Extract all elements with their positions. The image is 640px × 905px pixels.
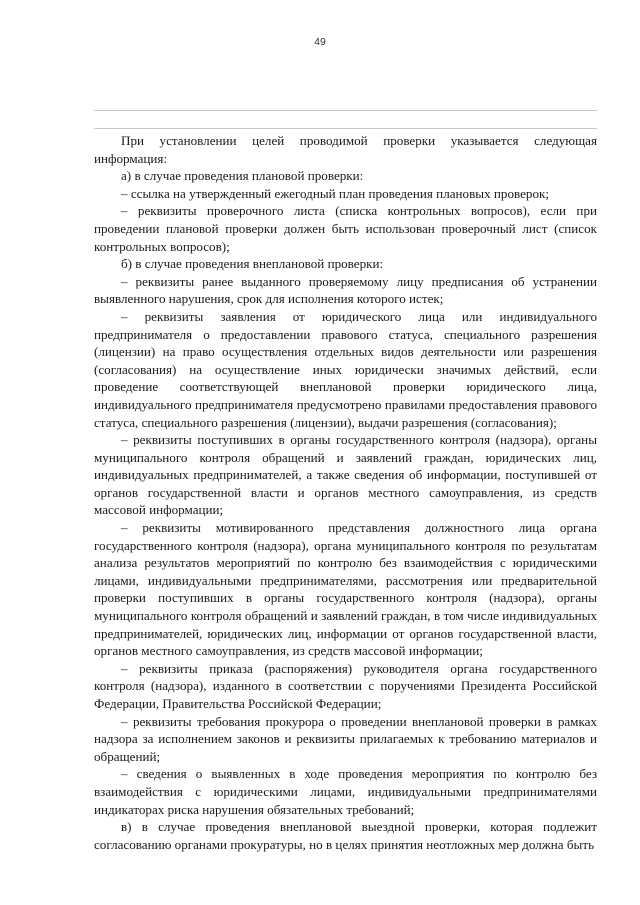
- paragraph-section-v: в) в случае проведения внеплановой выездной проверки, которая подлежит согласованию органами прокуратуры, но в целях принятия неотложных мер должна быть: [94, 819, 597, 852]
- header-divider-bottom: [94, 128, 597, 129]
- paragraph-list-item: – реквизиты проверочного листа (списка контрольных вопросов), если при проведении плановой проверки должен быть использован проверочный лист (список контрольных вопросов);: [94, 203, 597, 254]
- header-divider-top: [94, 110, 597, 111]
- document-body: [94, 132, 597, 853]
- paragraph-list-item: – реквизиты требования прокурора о проведении внеплановой проверки в рамках надзора за исполнением законов и реквизиты прилагаемых к требованию материалов и обращений;: [94, 713, 597, 764]
- page-number: 49: [314, 36, 326, 48]
- paragraph-intro: При установлении целей проводимой проверки указывается следующая информация:: [94, 133, 597, 166]
- paragraph-list-item: – реквизиты приказа (распоряжения) руководителя органа государственного контроля (надзора), изданного в соответствии с поручениями Президента Российской Федерации, Правительства Российской Федерации;: [94, 660, 597, 711]
- paragraph-list-item: – реквизиты ранее выданного проверяемому лицу предписания об устранении выявленного нарушения, срок для исполнения которого истек;: [94, 273, 597, 307]
- paragraph-section-b: б) в случае проведения внеплановой проверки:: [121, 256, 384, 272]
- paragraph-list-item: – сведения о выявленных в ходе проведения мероприятия по контролю без взаимодействия с юридическими лицами, индивидуальными предпринимателями индикаторах риска нарушения обязательных требований;: [94, 766, 597, 817]
- paragraph-list-item: – реквизиты заявления от юридического лица или индивидуального предпринимателя о предоставлении правового статуса, специального разрешения (лицензии) на право осуществления отдельных видов деятельности или разрешения (согласования) на осуществление иных юридически значимых действий, если проведение соответствующей внеплановой проверки юридического лица, индивидуального предпринимателя предусмотрено правилами предоставления правового статуса, специального разрешения (лицензии), выдачи разрешения (согласования);: [94, 308, 597, 430]
- paragraph-list-item: – ссылка на утвержденный ежегодный план проведения плановых проверок;: [121, 185, 550, 201]
- paragraph-section-a: а) в случае проведения плановой проверки:: [121, 168, 364, 184]
- paragraph-list-item: – реквизиты мотивированного представления должностного лица органа государственного контроля (надзора), органа муниципального контроля по результатам анализа результатов мероприятий по контролю без взаимодействия с юридическими лицами, индивидуальными предпринимателями, рассмотрения или предварительной проверки поступивших в органы государственного контроля (надзора), органы муниципального контроля обращений и заявлений граждан, в том числе индивидуальных предпринимателей, юридических лиц, информации от органов государственной власти, органов местного самоуправления, из средств массовой информации;: [94, 520, 597, 659]
- paragraph-list-item: – реквизиты поступивших в органы государственного контроля (надзора), органы муниципального контроля обращений и заявлений граждан, юридических лиц, индивидуальных предпринимателей, а также сведения об информации, поступившей от органов государственной власти и органов местного самоуправления, из средств массовой информации;: [94, 432, 597, 518]
